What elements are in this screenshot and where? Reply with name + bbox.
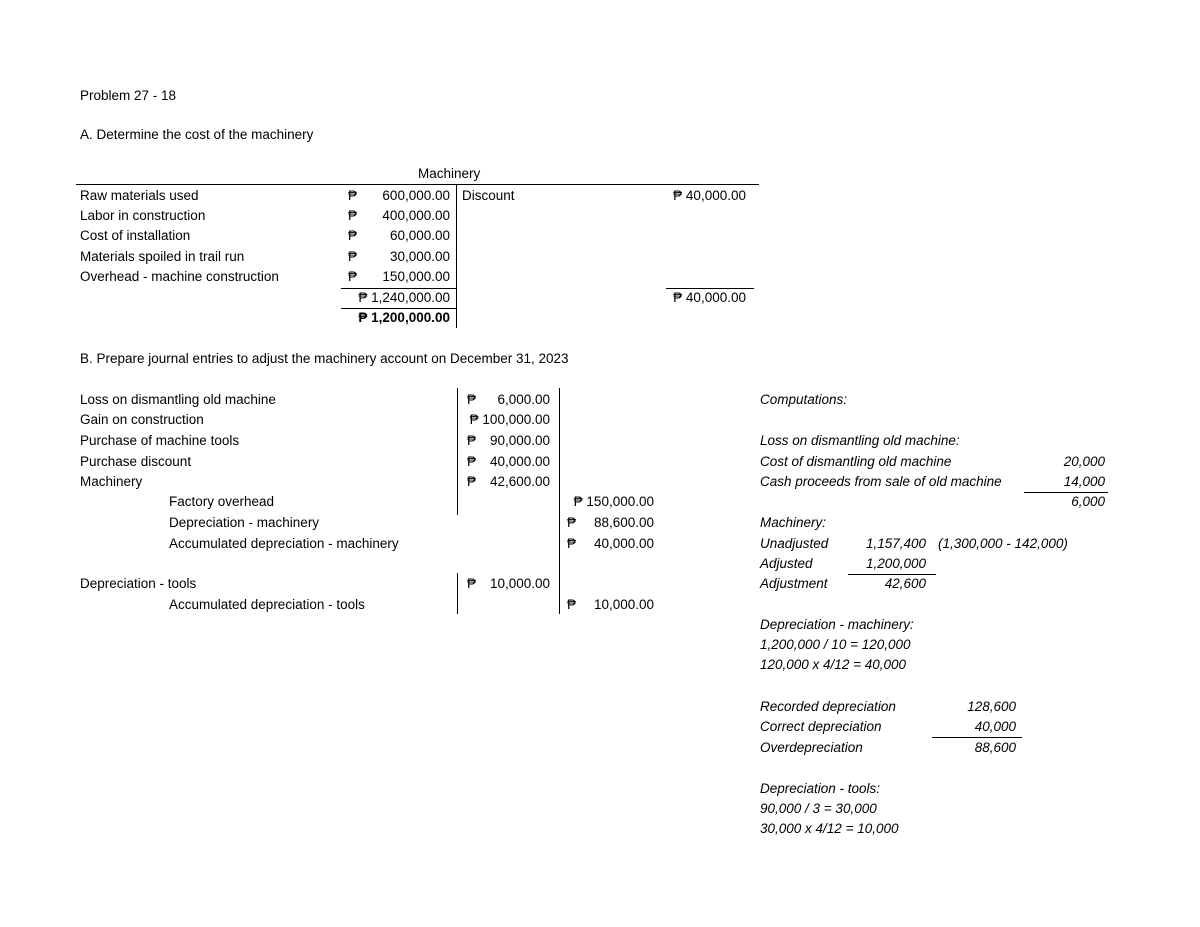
peso-sign: ₱ <box>348 269 358 284</box>
debit-amount: 30,000.00 <box>389 249 450 264</box>
journal-account: Machinery <box>80 474 143 489</box>
journal-account: Accumulated depreciation - machinery <box>169 536 399 551</box>
unadjusted-note: (1,300,000 - 142,000) <box>938 536 1068 551</box>
credit-amount: ₱ 40,000.00 <box>673 188 746 203</box>
computations-title: Computations: <box>760 392 848 407</box>
debit-total-rule <box>341 288 456 289</box>
t-account-top-rule <box>76 184 759 185</box>
debit-total: ₱ 1,240,000.00 <box>358 290 450 305</box>
loss-cost-label: Cost of dismantling old machine <box>760 454 952 469</box>
journal-account: Purchase of machine tools <box>80 433 240 448</box>
debit-label: Cost of installation <box>80 228 191 243</box>
debit-label: Materials spoiled in trail run <box>80 249 245 264</box>
journal-debit: 42,600.00 <box>489 474 550 489</box>
credit-label: Discount <box>462 188 515 203</box>
peso-sign: ₱ <box>467 454 477 469</box>
page-title: Problem 27 - 18 <box>80 88 177 103</box>
peso-sign: ₱ <box>348 228 358 243</box>
journal-debit: 90,000.00 <box>489 433 550 448</box>
journal-account: Depreciation - tools <box>80 576 197 591</box>
debit-amount: 150,000.00 <box>382 269 450 284</box>
debit-amount: 60,000.00 <box>389 228 450 243</box>
loss-rule <box>1024 492 1108 493</box>
journal-credit: 10,000.00 <box>593 597 654 612</box>
peso-sign: ₱ <box>348 208 358 223</box>
t-account-title: Machinery <box>418 166 481 181</box>
unadjusted-label: Unadjusted <box>760 536 829 551</box>
part-a-heading: A. Determine the cost of the machinery <box>80 127 314 142</box>
journal-debit: 40,000.00 <box>489 454 550 469</box>
journal-debit-left-rule <box>457 388 458 515</box>
account-balance: ₱ 1,200,000.00 <box>358 310 450 325</box>
journal-debit: 10,000.00 <box>489 576 550 591</box>
loss-proceeds-label: Cash proceeds from sale of old machine <box>760 474 1002 489</box>
peso-sign: ₱ <box>567 515 577 530</box>
credit-total-rule <box>666 288 754 289</box>
journal-account: Accumulated depreciation - tools <box>169 597 365 612</box>
journal-credit: ₱ 150,000.00 <box>573 494 654 509</box>
recorded-dep-value: 128,600 <box>967 699 1016 714</box>
part-b-heading: B. Prepare journal entries to adjust the machinery account on December 31, 2023 <box>80 351 569 366</box>
machinery-heading: Machinery: <box>760 515 827 530</box>
adjusted-value: 1,200,000 <box>865 556 926 571</box>
journal-credit: 88,600.00 <box>593 515 654 530</box>
peso-sign: ₱ <box>467 392 477 407</box>
overdep-rule <box>932 737 1022 738</box>
debit-amount: 600,000.00 <box>382 188 450 203</box>
dep-machinery-line1: 1,200,000 / 10 = 120,000 <box>760 637 911 652</box>
credit-total: ₱ 40,000.00 <box>673 290 746 305</box>
journal-account: Purchase discount <box>80 454 192 469</box>
dep-machinery-line2: 120,000 x 4/12 = 40,000 <box>760 657 907 672</box>
adjustment-label: Adjustment <box>760 576 828 591</box>
peso-sign: ₱ <box>348 188 358 203</box>
adjusted-label: Adjusted <box>760 556 813 571</box>
journal-account: Depreciation - machinery <box>169 515 320 530</box>
dep-tools-line1: 90,000 / 3 = 30,000 <box>760 801 877 816</box>
correct-dep-label: Correct depreciation <box>760 719 882 734</box>
loss-net-value: 6,000 <box>1071 494 1105 509</box>
journal-debit: 6,000.00 <box>497 392 550 407</box>
journal-account: Gain on construction <box>80 412 204 427</box>
machinery-rule <box>848 574 936 575</box>
journal-account: Factory overhead <box>169 494 275 509</box>
peso-sign: ₱ <box>567 536 577 551</box>
debit-label: Raw materials used <box>80 188 199 203</box>
peso-sign: ₱ <box>567 597 577 612</box>
balance-rule <box>341 308 456 309</box>
unadjusted-value: 1,157,400 <box>865 536 926 551</box>
peso-sign: ₱ <box>467 433 477 448</box>
overdep-label: Overdepreciation <box>760 740 863 755</box>
peso-sign: ₱ <box>467 474 477 489</box>
debit-label: Overhead - machine construction <box>80 269 279 284</box>
loss-cost-value: 20,000 <box>1063 454 1105 469</box>
journal-credit: 40,000.00 <box>593 536 654 551</box>
recorded-dep-label: Recorded depreciation <box>760 699 896 714</box>
loss-heading: Loss on dismantling old machine: <box>760 433 960 448</box>
dep-tools-heading: Depreciation - tools: <box>760 781 881 796</box>
journal-account: Loss on dismantling old machine <box>80 392 276 407</box>
correct-dep-value: 40,000 <box>974 719 1016 734</box>
journal-debit: ₱ 100,000.00 <box>469 412 550 427</box>
loss-proceeds-value: 14,000 <box>1063 474 1105 489</box>
debit-amount: 400,000.00 <box>382 208 450 223</box>
dep-tools-line2: 30,000 x 4/12 = 10,000 <box>760 821 899 836</box>
journal-debit-left-rule-2 <box>457 573 458 614</box>
peso-sign: ₱ <box>467 576 477 591</box>
debit-label: Labor in construction <box>80 208 206 223</box>
overdep-value: 88,600 <box>974 740 1016 755</box>
peso-sign: ₱ <box>348 249 358 264</box>
adjustment-value: 42,600 <box>884 576 926 591</box>
t-account-divider <box>456 184 457 328</box>
dep-machinery-heading: Depreciation - machinery: <box>760 617 914 632</box>
